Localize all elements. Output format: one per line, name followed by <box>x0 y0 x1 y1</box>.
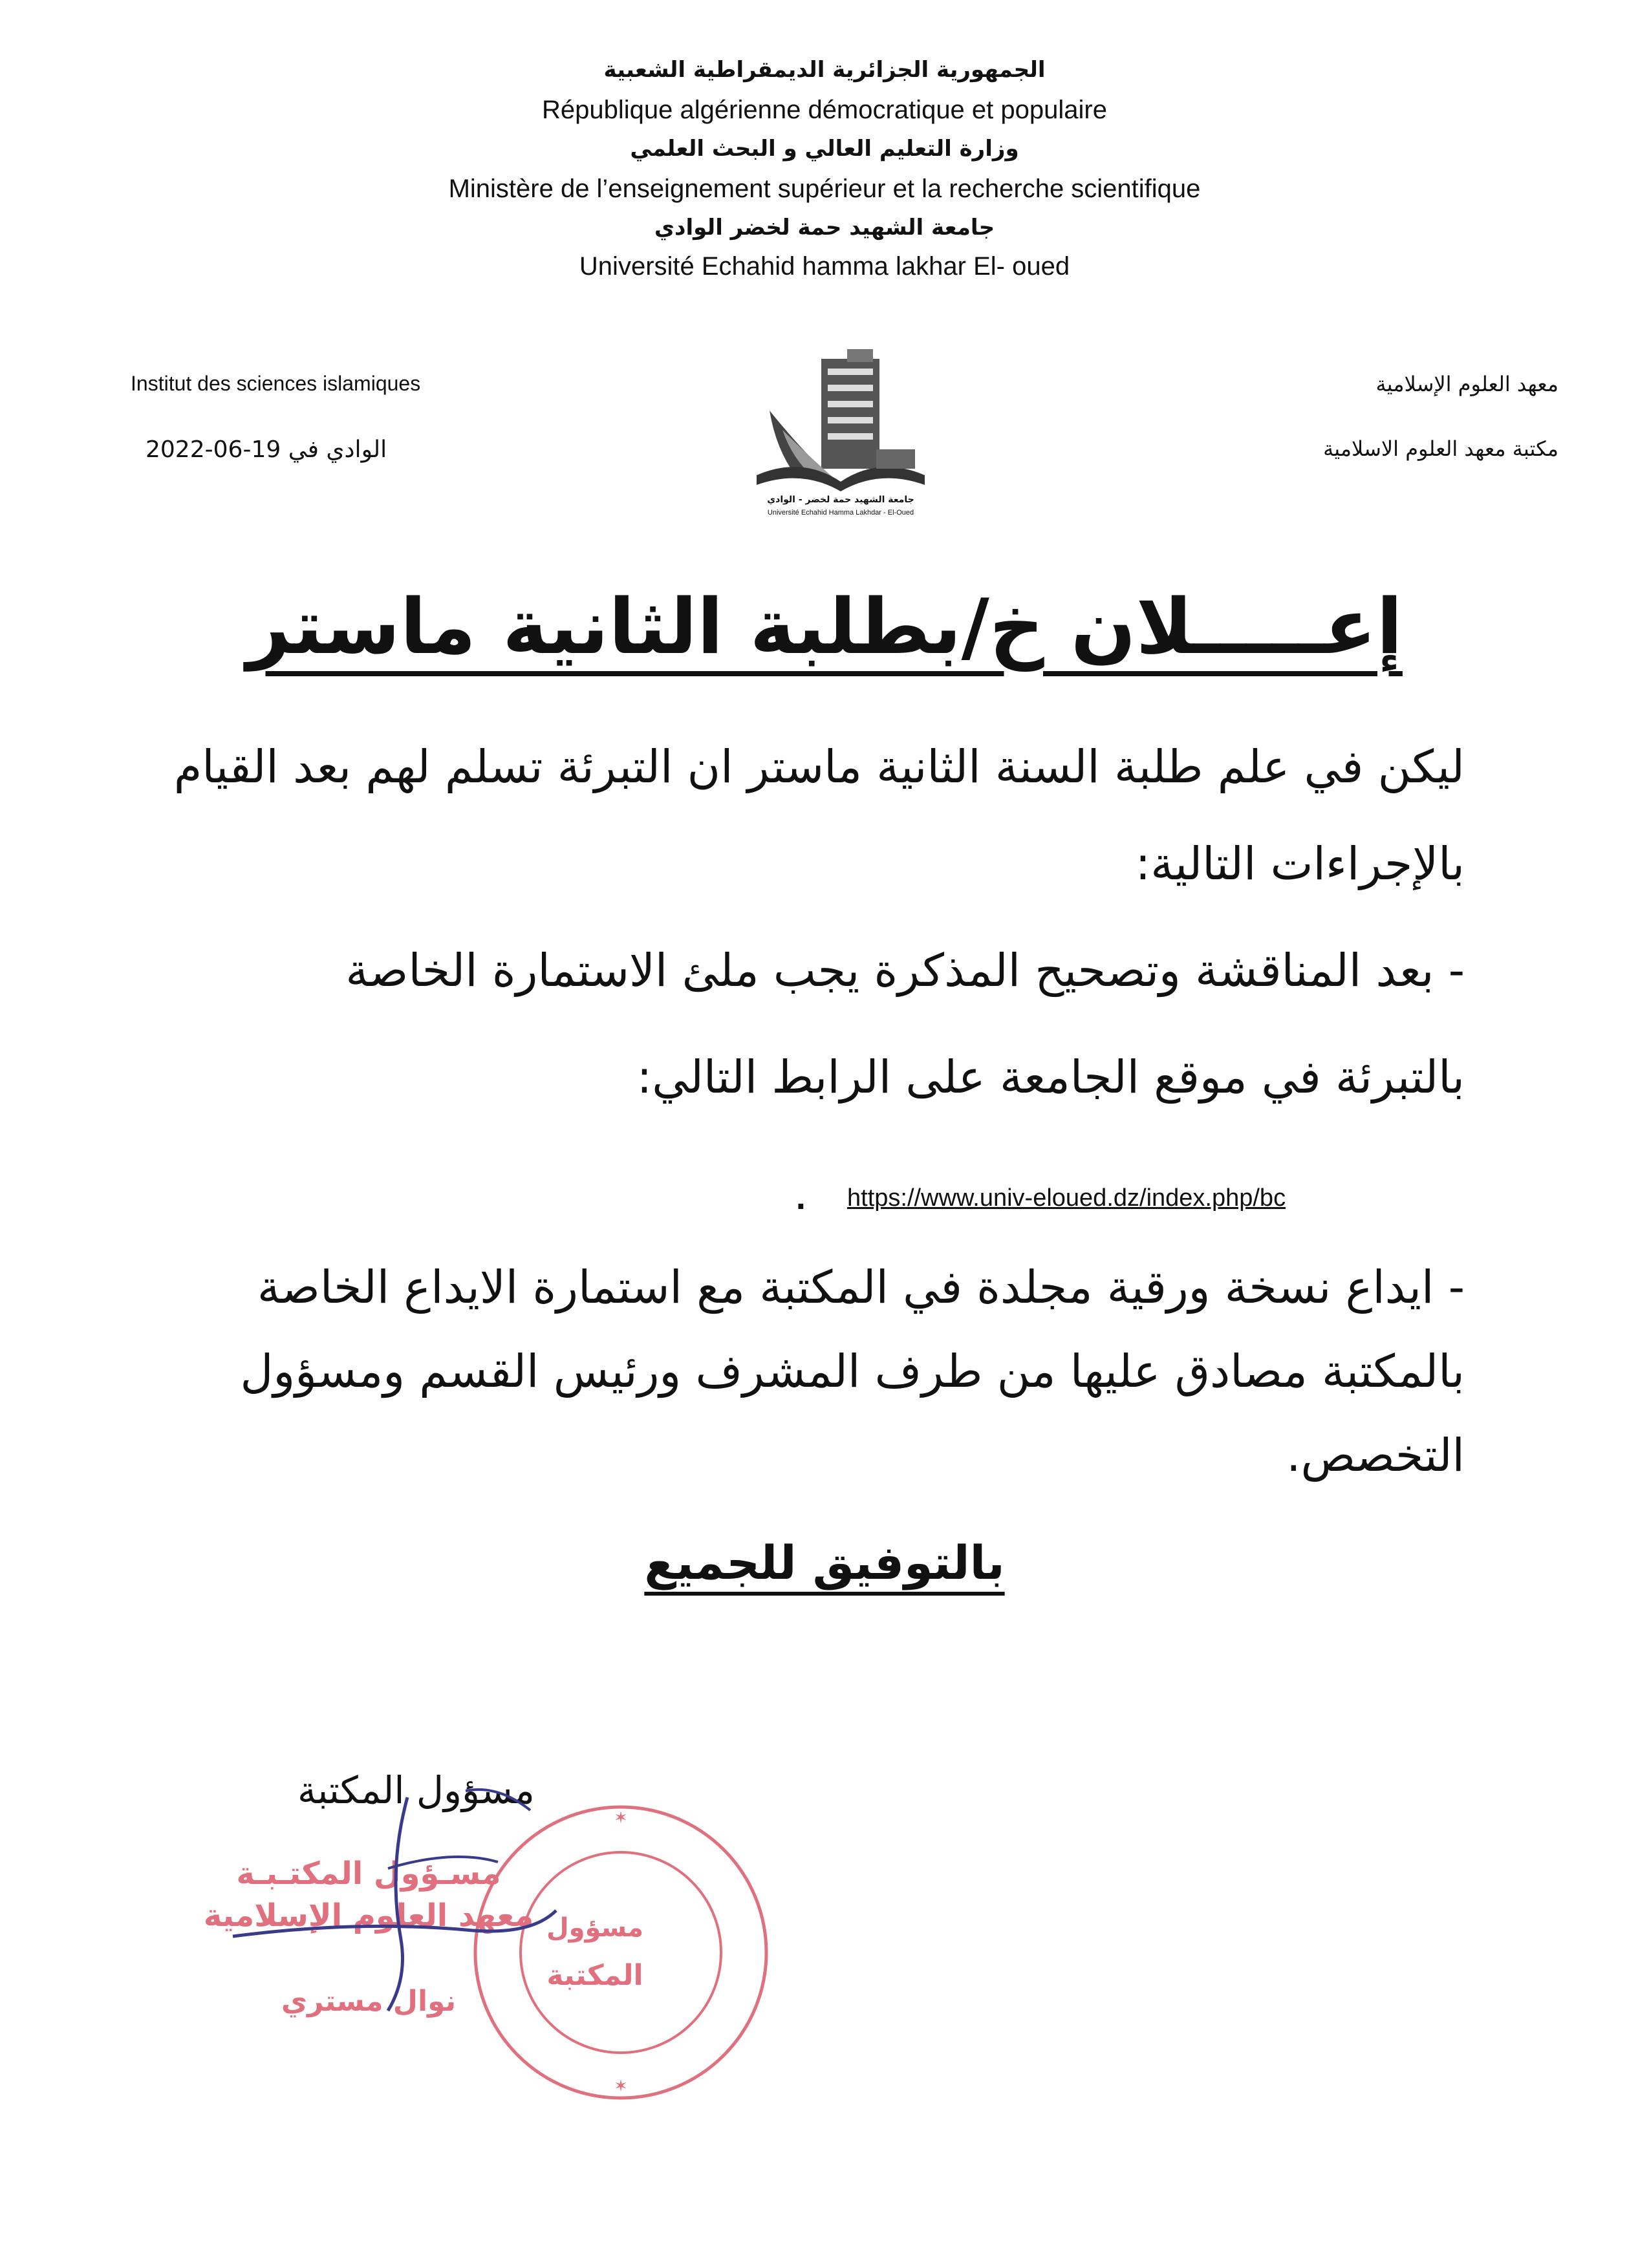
closing-wish: بالتوفيق للجميع <box>644 1535 1005 1590</box>
round-stamp-bottom-text: المكتبة <box>546 1959 643 1992</box>
body-line-5: - ايداع نسخة ورقية مجلدة في المكتبة مع استمارة الايداع الخاصة <box>257 1261 1465 1314</box>
link-bullet: . <box>795 1183 806 1216</box>
stamp-line-1: مسـؤول المكتـبـة <box>236 1856 501 1892</box>
stamp-line-3: نوال مستري <box>281 1985 457 2018</box>
body-line-6: بالمكتبة مصادق عليها من طرف المشرف ورئيس القسم ومسؤول <box>240 1345 1465 1398</box>
university-logo <box>757 346 925 527</box>
institute-ar: معهد العلوم الإسلامية <box>1375 372 1558 396</box>
announcement-title: إعـــــلان خ/بطلبة الثانية ماستر <box>246 582 1403 671</box>
body-line-1: ليكن في علم طلبة السنة الثانية ماستر ان التبرئة تسلم لهم بعد القيام <box>173 740 1465 793</box>
logo-caption-ar: جامعة الشهيد حمة لخضر - الوادي <box>767 495 914 505</box>
round-stamp-top-text: مسؤول <box>546 1913 644 1943</box>
header-republic-fr: République algérienne démocratique et populaire <box>542 96 1107 124</box>
body-line-7: التخصص. <box>1286 1429 1465 1482</box>
body-line-4: بالتبرئة في موقع الجامعة على الرابط التالي: <box>636 1051 1465 1104</box>
handwritten-signature <box>194 1771 647 2017</box>
body-line-3: - بعد المناقشة وتصحيح المذكرة يجب ملئ الاستمارة الخاصة <box>345 944 1465 997</box>
stamp-line-2: معهد العلوم الإسلامية <box>203 1898 534 1934</box>
body-line-2: بالإجراءات التالية: <box>1135 837 1465 890</box>
header-university-fr: Université Echahid hamma lakhar El- oued <box>579 252 1070 281</box>
signature-title: مسؤول المكتبة <box>297 1768 535 1812</box>
clearance-form-link[interactable]: https://www.univ-eloued.dz/index.php/bc <box>847 1184 1286 1212</box>
institute-fr: Institut des sciences islamiques <box>131 372 421 395</box>
header-republic-ar: الجمهورية الجزائرية الديمقراطية الشعبية <box>603 57 1046 83</box>
header-university-ar: جامعة الشهيد حمة لخضر الوادي <box>654 215 995 241</box>
library-ar: مكتبة معهد العلوم الاسلامية <box>1323 436 1558 461</box>
date-line: الوادي في 19-06-2022 <box>146 436 387 463</box>
university-building-icon <box>757 346 925 495</box>
logo-caption-fr: Université Echahid Hamma Lakhdar - El-Oued <box>767 509 914 517</box>
svg-text:✶: ✶ <box>614 2077 628 2096</box>
header-ministry-ar: وزارة التعليم العالي و البحث العلمي <box>630 136 1019 162</box>
header-ministry-fr: Ministère de l’enseignement supérieur et la recherche scientifique <box>448 175 1201 203</box>
svg-text:✶: ✶ <box>614 1808 628 1828</box>
